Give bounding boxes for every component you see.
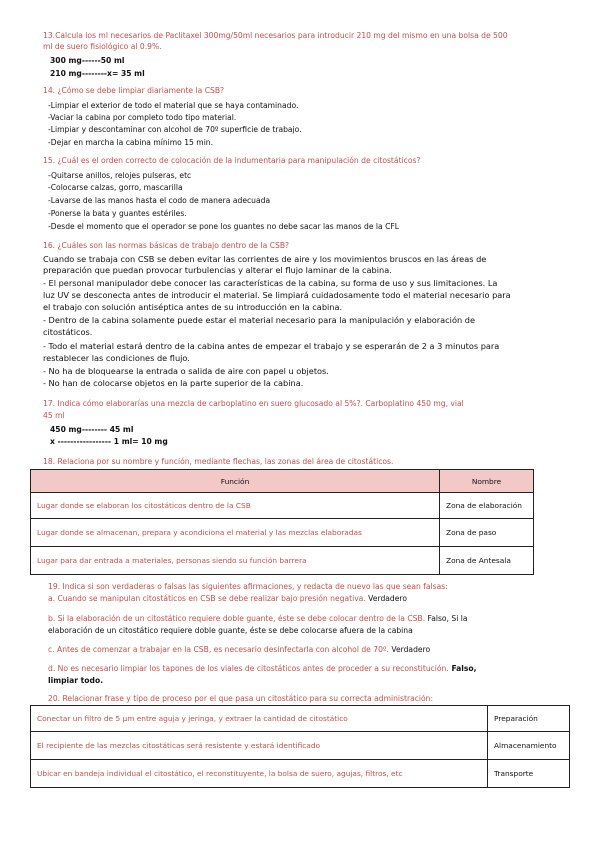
table-row [31,493,534,519]
q19-item-a [48,594,407,603]
q20-phrase-cell: El recipiente de las mezclas citostáticas será resistente y estará identificado [31,732,488,760]
q15-item: -Quitarse anillos, relojes pulseras, etc [48,171,192,180]
q17-title-line2: 45 ml [43,411,65,420]
q19-a-statement: a. Cuando se manipulan citostáticos en CSB se debe realizar bajo presión negativa. [48,594,366,603]
q14-item: -Limpiar el exterior de todo el material que se haya contaminado. [48,101,299,110]
q18-title: 18. Relaciona por su nombre y función, mediante flechas, las zonas del área de citostáticos. [43,457,394,466]
q18-header-funcion: Función [31,470,440,493]
q19-d-answer-cont: limpiar todo. [48,676,104,685]
q19-d-answer: Falso, [448,664,477,673]
q20-process-cell: Transporte [488,760,570,788]
q18-nombre-cell: Zona de Antesala [440,547,534,575]
q20-phrase-cell: Ubicar en bandeja individual el citostático, el reconstituyente, la bolsa de suero, agujas, filtros, etc [31,760,488,788]
q20-table [30,705,570,788]
table-row [31,706,570,732]
table-row [31,760,570,788]
q14-item: -Dejar en marcha la cabina mínimo 15 min. [48,138,214,147]
q15-item: -Desde el momento que el operador se pone los guantes no debe sacar las manos de la CFL [48,222,400,231]
q18-funcion-cell: Lugar para dar entrada a materiales, personas siendo su función barrera [31,547,440,575]
q15-title: 15. ¿Cuál es el orden correcto de colocación de la indumentaria para manipulación de citostáticos? [43,156,421,165]
q16-line: - No han de colocarse objetos en la parte superior de la cabina. [43,378,304,388]
q19-item-b [48,614,468,623]
q20-phrase-cell: Conectar un filtro de 5 μm entre aguja y jeringa, y extraer la cantidad de citostático [31,706,488,732]
q16-line: restablecer las condiciones de flujo. [43,353,190,363]
q14-item: -Vaciar la cabina por completo todo tipo material. [48,113,237,122]
table-row [31,547,534,575]
q16-line: - El personal manipulador debe conocer las características de la cabina, su forma de uso y sus limitaciones. La [43,278,498,288]
q16-line: - No ha de bloquearse la entrada o salida de aire con papel u objetos. [43,366,329,376]
q18-funcion-cell: Lugar donde se almacenan, prepara y acondiciona el material y las mezclas elaboradas [31,519,440,547]
q16-title: 16. ¿Cuáles son las normas básicas de trabajo dentro de la CSB? [43,241,290,250]
q17-title-line1: 17. Indica cómo elaborarías una mezcla de carboplatino en suero glucosado al 5%?. Carboplatino 450 mg, vial [43,399,464,408]
q19-b-answer: Falso, Si la [425,614,468,623]
q17-calc-1: 450 mg-------- 45 ml [50,425,134,434]
q19-title: 19. Indica si son verdaderas o falsas las siguientes afirmaciones, y redacta de nuevo las que sean falsas: [48,582,448,591]
q15-item: -Colocarse calzas, gorro, mascarilla [48,183,183,192]
q18-funcion-cell: Lugar donde se elaboran los citostáticos dentro de la CSB [31,493,440,519]
q20-process-cell: Preparación [488,706,570,732]
table-row [31,519,534,547]
q15-item: -Lavarse de las manos hasta el codo de manera adecuada [48,196,271,205]
q13-title-line1: 13.Calcula los ml necesarios de Paclitaxel 300mg/50ml necesarios para introducir 210 mg del mismo en una bolsa de 500 [43,31,508,40]
q19-item-d [48,664,477,673]
q19-a-answer: Verdadero [365,594,408,603]
q18-table [30,469,534,575]
q16-line: Cuando se trabaja con CSB se deben evitar las corrientes de aire y los movimientos bruscos en las áreas de [43,254,487,264]
q17-calc-2: x ----------------- 1 ml= 10 mg [50,437,168,446]
q19-item-c [48,645,430,654]
q18-header-nombre: Nombre [440,470,534,493]
q16-line: - Todo el material estará dentro de la cabina antes de empezar el trabajo y se esperarán de 2 a 3 minutos para [43,341,500,351]
q20-process-cell: Almacenamiento [488,732,570,760]
q19-c-answer: Verdadero [388,645,431,654]
q14-item: -Limpiar y descontaminar con alcohol de 70º superficie de trabajo. [48,125,302,134]
q16-line: - Dentro de la cabina solamente puede estar el material necesario para la manipulación y elaboración de [43,315,475,325]
q19-b-answer-cont: elaboración de un citostático requiere doble guante, éste se debe colocarse afuera de la cabina [48,626,413,635]
table-row [31,732,570,760]
q19-d-statement: d. No es necesario limpiar los tapones de los viales de citostáticos antes de proceder a su reconstitución. [48,664,449,673]
q18-nombre-cell: Zona de elaboración [440,493,534,519]
q18-header-row [31,470,534,493]
q19-b-statement: b. Si la elaboración de un citostático requiere doble guante, éste se debe colocar dentro de la CSB. [48,614,426,623]
q16-line: citostáticos. [43,327,93,337]
q13-calc-1: 300 mg------50 ml [50,56,125,65]
q16-line: preparación que puedan provocar turbulencias y alterar el flujo laminar de la cabina. [43,265,392,275]
q18-nombre-cell: Zona de paso [440,519,534,547]
q20-title: 20. Relacionar frase y tipo de proceso por el que pasa un citostático para su correcta administración: [48,694,434,703]
q13-title-line2: ml de suero fisiológico al 0.9%. [43,42,162,51]
q19-c-statement: c. Antes de comenzar a trabajar en la CSB, es necesario desinfectarla con alcohol de 70º. [48,645,389,654]
q15-item: -Ponerse la bata y guantes estériles. [48,209,187,218]
q13-calc-2: 210 mg--------x= 35 ml [50,69,145,78]
q16-line: luz UV se desconecta antes de introducir el material. Se limpiará cuidadosamente todo el material necesario para [43,290,511,300]
q14-title: 14. ¿Cómo se debe limpiar diariamente la CSB? [43,86,225,95]
q16-line: el trabajo con solución antiséptica antes de su introducción en la cabina. [43,302,343,312]
